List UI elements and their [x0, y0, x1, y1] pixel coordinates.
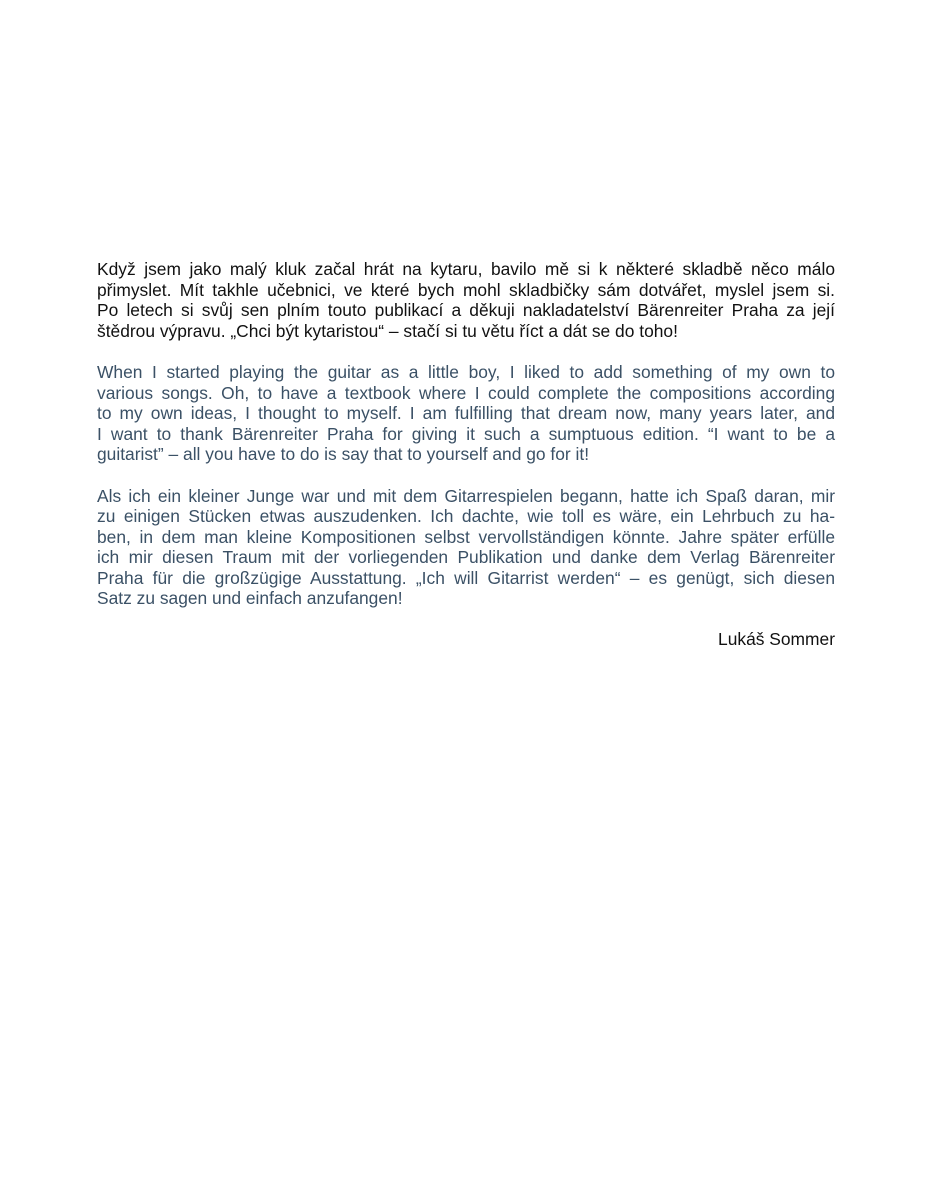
czech-line: štědrou výpravu. „Chci být kytaristou“ – stačí si tu větu říct a dát se do toho! — [97, 320, 678, 341]
german-paragraph — [97, 486, 835, 609]
english-line: guitarist” – all you have to do is say that to yourself and go for it! — [97, 444, 590, 464]
german-line: zu einigen Stücken etwas auszudenken. Ich dachte, wie toll es wäre, ein Lehrbuch zu ha- — [97, 506, 835, 526]
english-line: to my own ideas, I thought to myself. I am fulfilling that dream now, many years later, and — [97, 403, 835, 423]
german-line: Als ich ein kleiner Junge war und mit dem Gitarrespielen begann, hatte ich Spaß daran, mir — [97, 485, 835, 506]
czech-line: přimyslet. Mít takhle učebnici, ve které bych mohl skladbičky sám dotvářet, myslel jsem si. — [97, 279, 835, 300]
english-line: various songs. Oh, to have a textbook where I could complete the compositions according — [97, 382, 835, 403]
author-signature: Lukáš Sommer — [718, 628, 835, 649]
czech-line: Když jsem jako malý kluk začal hrát na kytaru, bavilo mě si k některé skladbě něco málo — [97, 259, 835, 279]
german-line: ich mir diesen Traum mit der vorliegenden Publikation und danke dem Verlag Bärenreiter — [97, 547, 835, 567]
english-line: When I started playing the guitar as a little boy, I liked to add something of my own to — [97, 362, 835, 382]
czech-line: Po letech si svůj sen plním touto publikací a děkuji nakladatelství Bärenreiter Praha za její — [97, 300, 835, 320]
preface — [97, 259, 835, 649]
czech-paragraph — [97, 259, 835, 341]
german-line: Satz zu sagen und einfach anzufangen! — [97, 588, 403, 608]
english-paragraph — [97, 362, 835, 465]
german-line: Praha für die großzügige Ausstattung. „Ich will Gitarrist werden“ – es genügt, sich diesen — [97, 567, 835, 588]
german-line: ben, in dem man kleine Kompositionen selbst vervollständigen könnte. Jahre später erfülle — [97, 526, 835, 547]
english-line: I want to thank Bärenreiter Praha for giving it such a sumptuous edition. “I want to be a — [97, 423, 835, 444]
